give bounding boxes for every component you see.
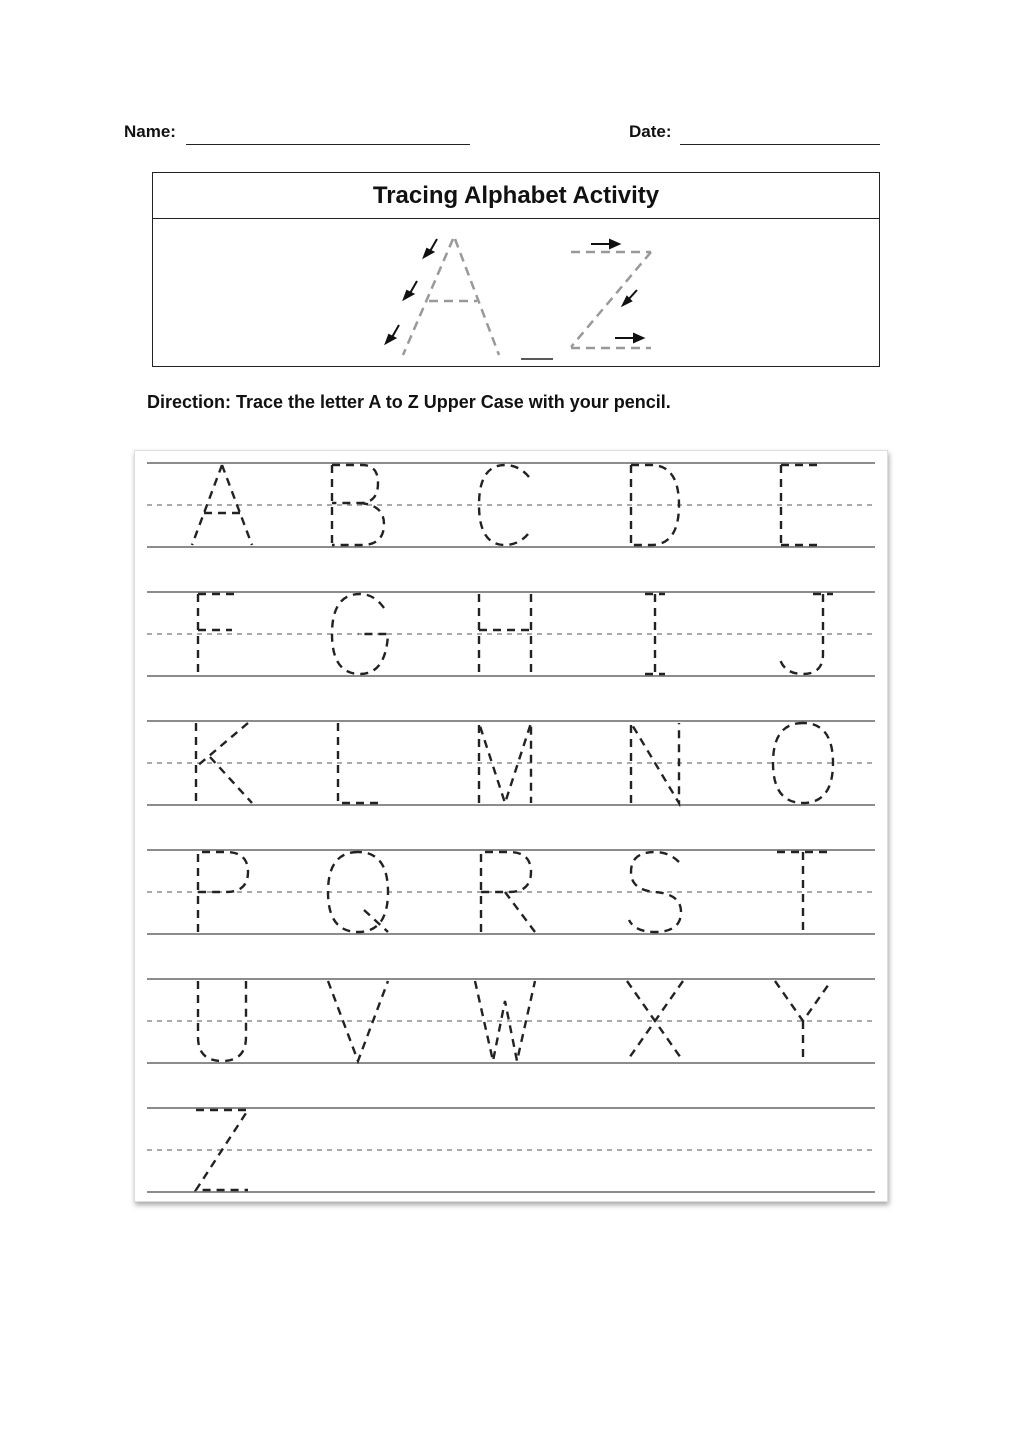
- name-label: Name:: [124, 122, 176, 141]
- direction-text: Direction: Trace the letter A to Z Upper Case with your pencil.: [147, 392, 671, 412]
- tracing-row[interactable]: [147, 850, 875, 934]
- tracing-row[interactable]: [147, 592, 875, 676]
- date-label: Date:: [629, 122, 672, 141]
- trace-letter-s: [629, 852, 681, 932]
- trace-letter-k: [196, 723, 252, 803]
- trace-letter-w: [475, 981, 535, 1061]
- a-stroke-arrow-icon: [386, 239, 437, 343]
- tracing-row[interactable]: [147, 1108, 875, 1192]
- tracing-row[interactable]: [147, 979, 875, 1063]
- example-letter-a: [403, 239, 499, 355]
- trace-letter-m: [479, 723, 531, 803]
- tracing-row[interactable]: [147, 463, 875, 547]
- trace-letter-h: [479, 594, 531, 674]
- trace-letter-x: [627, 981, 683, 1061]
- name-field[interactable]: [186, 144, 470, 145]
- tracing-sheet: [134, 450, 888, 1202]
- tracing-row[interactable]: [147, 721, 875, 805]
- activity-box: [152, 172, 880, 367]
- trace-letter-y: [775, 981, 831, 1061]
- example-strokes: [153, 219, 879, 366]
- tracing-lines[interactable]: [135, 451, 887, 1201]
- activity-title: Tracing Alphabet Activity: [153, 173, 879, 219]
- date-field[interactable]: [680, 144, 880, 145]
- example-letter-z: [571, 252, 651, 348]
